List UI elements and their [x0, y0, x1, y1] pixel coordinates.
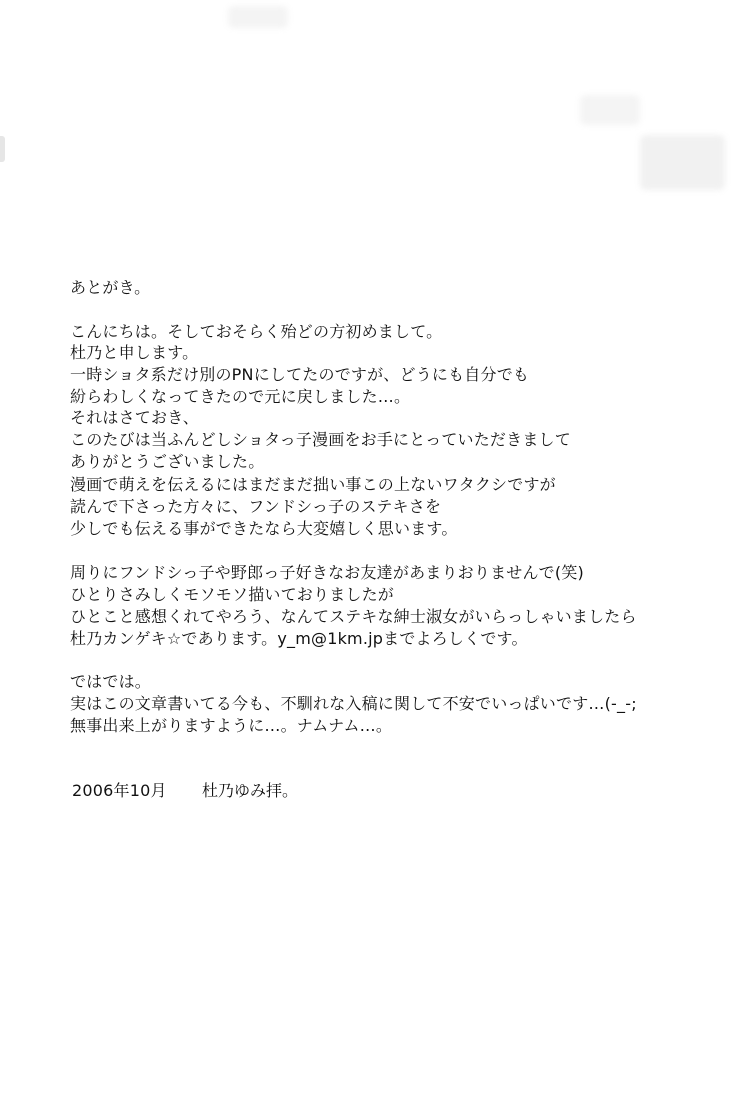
- text-line: このたびは当ふんどしショタっ子漫画をお手にとっていただきまして: [70, 430, 571, 449]
- text-line: ひとこと感想くれてやろう、なんてステキな紳士淑女がいらっしゃいましたら: [70, 607, 637, 626]
- text-line: 杜乃と申します。: [70, 343, 199, 362]
- text-line: 周りにフンドシっ子や野郎っ子好きなお友達があまりおりませんで(笑): [70, 563, 584, 582]
- date-line: 2006年10月: [72, 781, 167, 800]
- text-line: それはさておき、: [70, 408, 199, 427]
- text-line: 実はこの文章書いてる今も、不馴れな入稿に関して不安でいっぱいです…(-_-;: [70, 694, 637, 713]
- text-line: 漫画で萌えを伝えるにはまだまだ拙い事この上ないワタクシですが: [70, 475, 556, 494]
- text-line: ありがとうございました。: [70, 452, 265, 471]
- author-signature: 杜乃ゆみ拝。: [202, 781, 299, 800]
- text-line: こんにちは。そしておそらく殆どの方初めまして。: [70, 322, 443, 341]
- text-line: ひとりさみしくモソモソ描いておりましたが: [70, 585, 395, 604]
- text-line: 紛らわしくなってきたので元に戻しました…。: [70, 387, 411, 406]
- text-line: 少しでも伝える事ができたなら大変嬉しく思います。: [70, 519, 458, 538]
- text-line: 一時ショタ系だけ別のPNにしてたのですが、どうにも自分でも: [70, 365, 530, 384]
- text-line: 読んで下さった方々に、フンドシっ子のステキさを: [70, 497, 442, 516]
- text-line-contact: 杜乃カンゲキ☆であります。y_m@1km.jpまでよろしくです。: [70, 629, 528, 648]
- afterword-title: あとがき。: [70, 278, 151, 297]
- text-line: ではでは。: [70, 672, 152, 691]
- text-line: 無事出来上がりますように…。ナムナム…。: [70, 716, 393, 735]
